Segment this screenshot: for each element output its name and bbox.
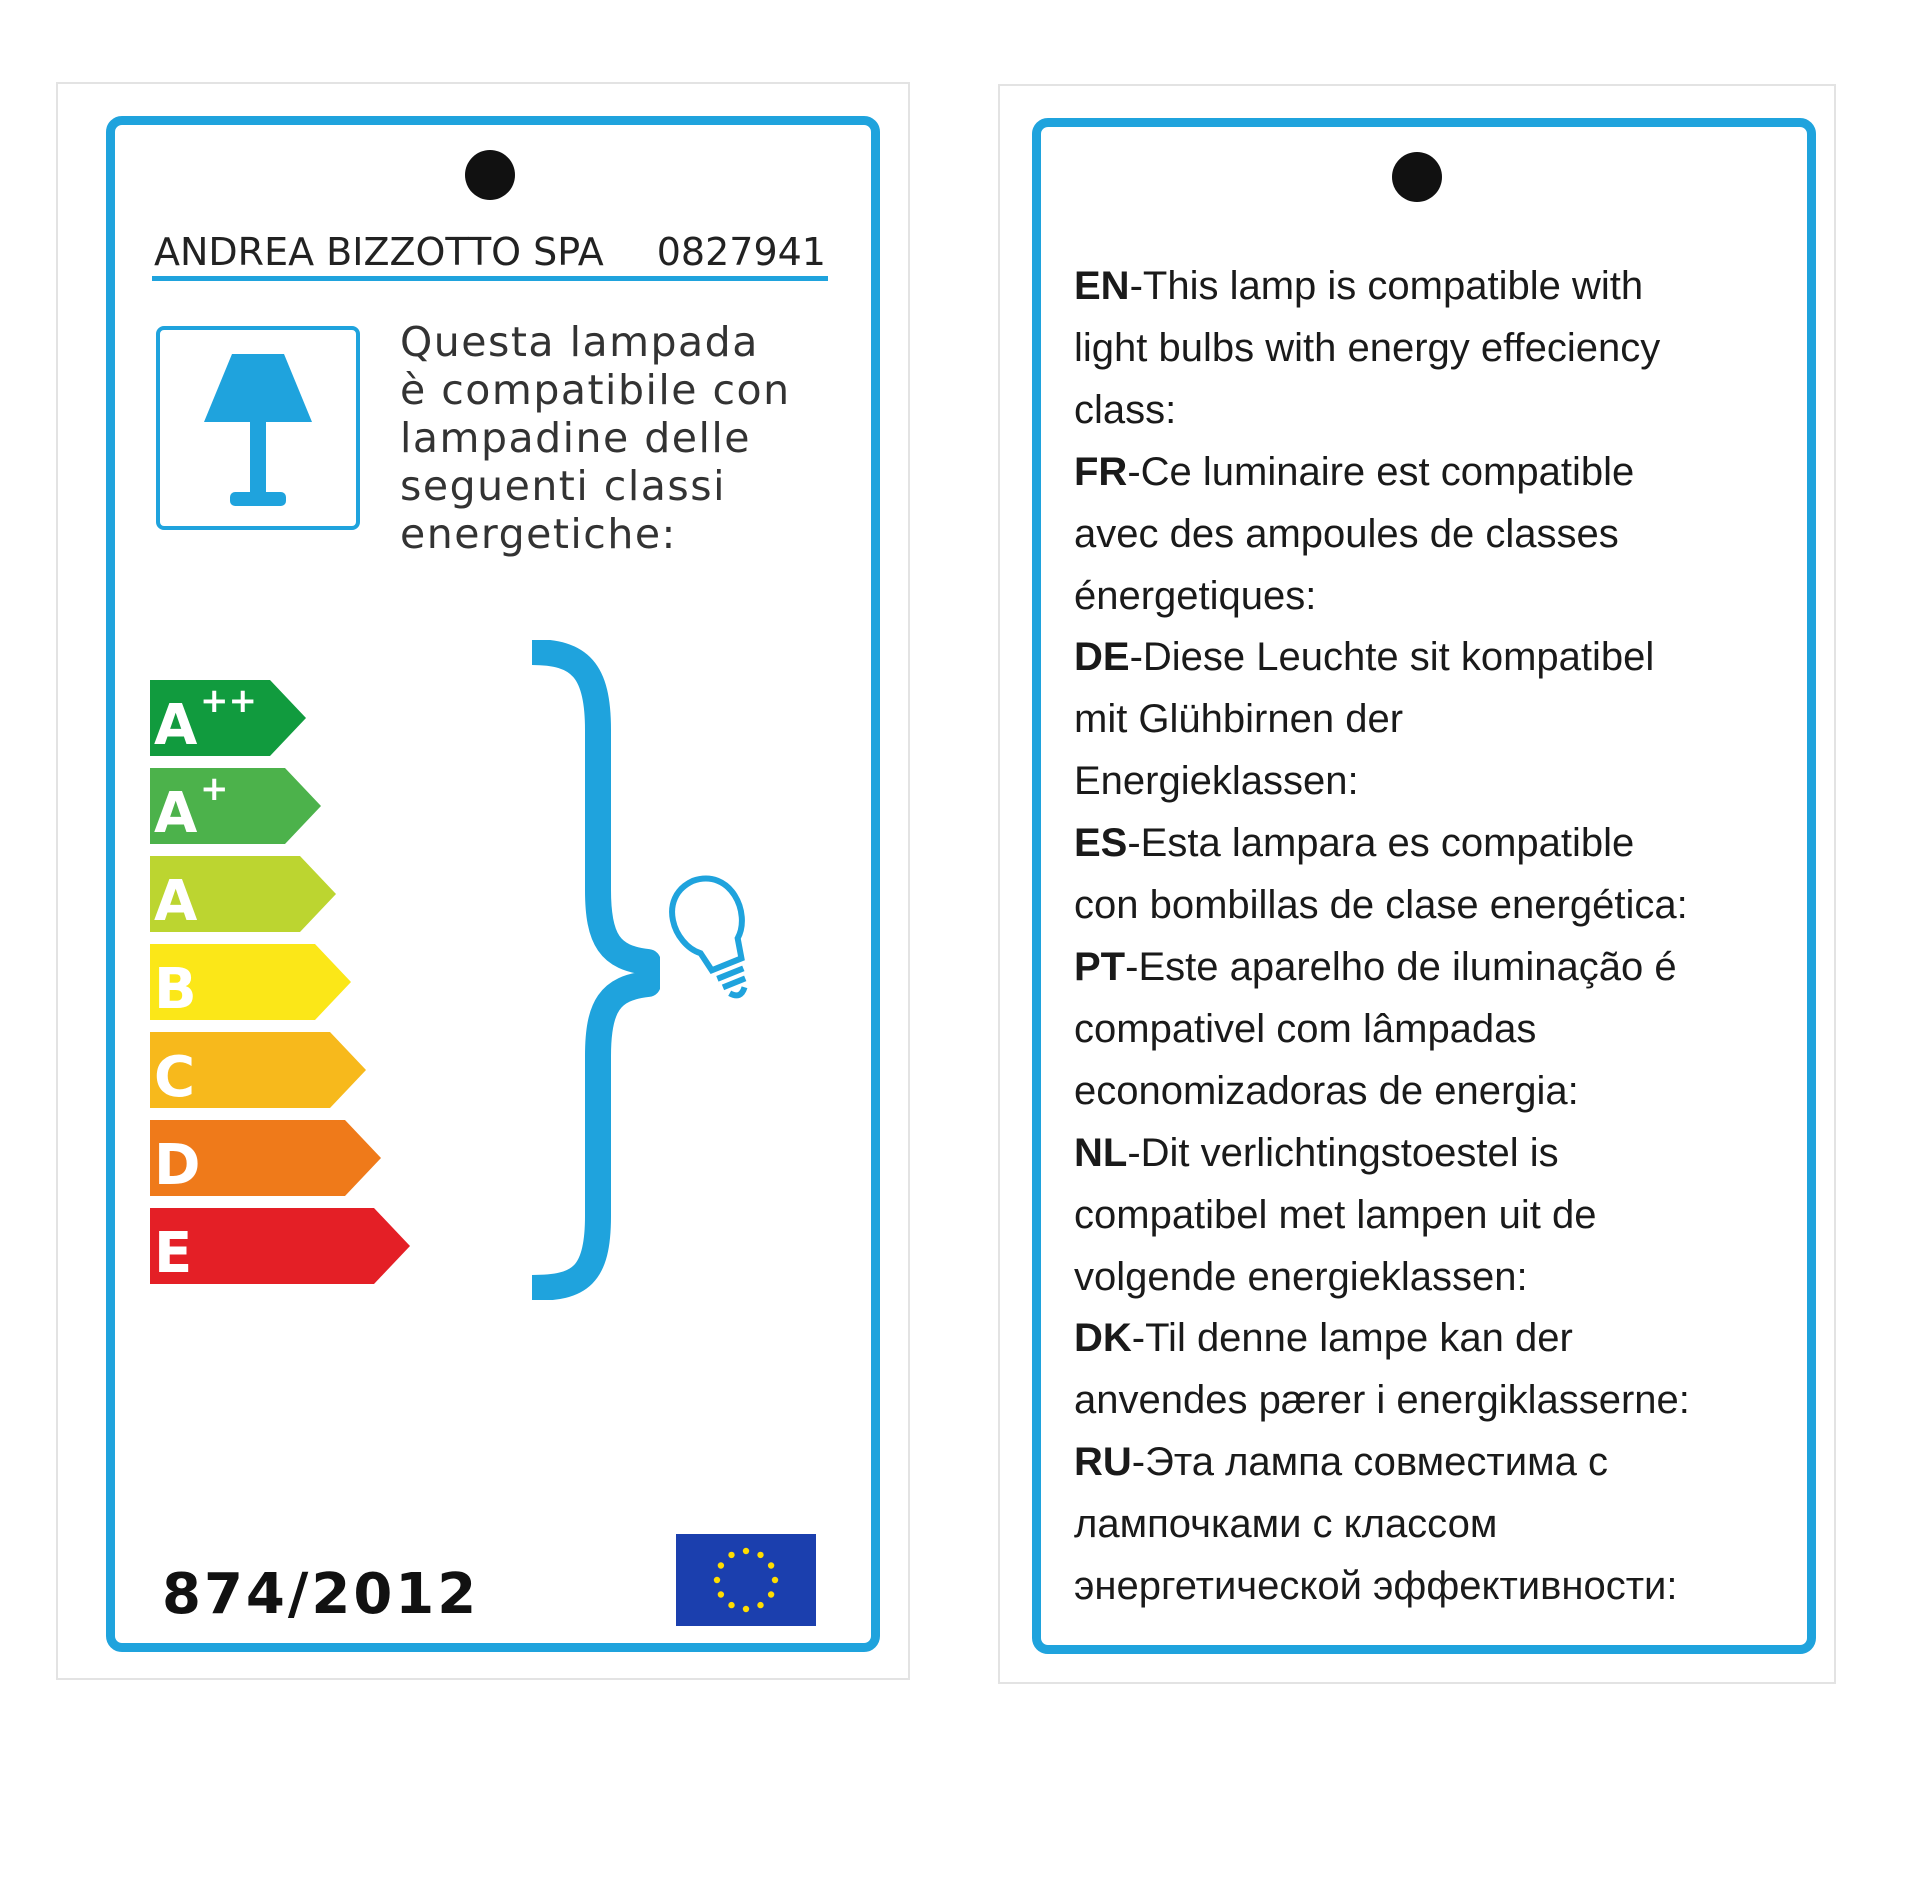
eu-star: [757, 1552, 763, 1558]
text-line: RU-Эта лампа совместима с: [1074, 1440, 1608, 1485]
text-line: anvendes pærer i energiklasserne:: [1074, 1378, 1690, 1423]
text-line: ES-Esta lampara es compatible: [1074, 821, 1635, 866]
text-line: con bombillas de clase energética:: [1074, 883, 1688, 928]
text-line: Energieklassen:: [1074, 759, 1359, 804]
eu-star: [757, 1602, 763, 1608]
right-brace: [520, 640, 660, 1300]
energy-class-c: [150, 1032, 366, 1110]
energy-class-label: A: [154, 781, 198, 846]
italian-line: Questa lampada: [400, 318, 759, 366]
light-bulb-icon: [668, 868, 768, 1018]
energy-class-scale: [150, 640, 450, 1300]
language-code: DK: [1074, 1316, 1132, 1361]
energy-class-a-plus: [150, 768, 321, 846]
text-line: énergetiques:: [1074, 573, 1317, 618]
language-paragraph-nl: [1074, 1123, 1804, 1309]
italian-line: è compatibile con: [400, 366, 791, 414]
eu-star: [743, 1548, 749, 1554]
brand-row: [152, 224, 828, 281]
hang-hole-left: [465, 150, 515, 200]
eu-star: [728, 1552, 734, 1558]
text-line: EN-This lamp is compatible with: [1074, 264, 1644, 308]
energy-class-superscript: ++: [200, 681, 257, 721]
italian-line: energetiche:: [400, 510, 677, 558]
eu-star: [714, 1577, 720, 1583]
multilingual-text: [1074, 256, 1804, 1618]
italian-description: [400, 318, 840, 558]
language-code: ES: [1074, 821, 1128, 866]
lamp-icon-box: [156, 326, 360, 530]
language-paragraph-es: [1074, 813, 1804, 937]
language-code: NL: [1074, 1130, 1128, 1175]
hang-hole-right: [1392, 152, 1442, 202]
text-line: DE-Diese Leuchte sit kompatibel: [1074, 635, 1655, 680]
text-line: compatibel met lampen uit de: [1074, 1192, 1597, 1237]
text-line: compativel com lâmpadas: [1074, 1006, 1537, 1051]
eu-star: [768, 1562, 774, 1568]
text-line: PT-Este aparelho de iluminação é: [1074, 944, 1677, 989]
eu-star: [718, 1562, 724, 1568]
energy-class-label: A: [154, 693, 198, 758]
language-paragraph-de: [1074, 627, 1804, 813]
language-paragraph-dk: [1074, 1308, 1804, 1432]
energy-class-label: C: [154, 1045, 196, 1110]
eu-star: [772, 1577, 778, 1583]
language-code: DE: [1074, 635, 1130, 680]
language-code: FR: [1074, 449, 1128, 494]
energy-class-label: B: [154, 957, 197, 1022]
energy-class-label: E: [154, 1221, 193, 1286]
italian-line: seguenti classi: [400, 462, 726, 510]
energy-class-label: A: [154, 869, 198, 934]
text-line: FR-Ce luminaire est compatible: [1074, 449, 1635, 494]
eu-star: [718, 1591, 724, 1597]
text-line: volgende energieklassen:: [1074, 1254, 1528, 1299]
energy-class-superscript: +: [200, 769, 229, 809]
language-code: RU: [1074, 1440, 1132, 1485]
energy-class-a-plus-plus: [150, 680, 306, 758]
text-line: light bulbs with energy effeciency: [1074, 325, 1661, 370]
text-line: энергетической эффективности:: [1074, 1564, 1678, 1609]
language-paragraph-ru: [1074, 1432, 1804, 1618]
text-line: mit Glühbirnen der: [1074, 697, 1404, 742]
eu-star: [768, 1591, 774, 1597]
language-paragraph-fr: [1074, 442, 1804, 628]
brand-name: ANDREA BIZZOTTO SPA: [154, 230, 604, 274]
product-code: 0827941: [656, 230, 826, 274]
text-line: avec des ampoules de classes: [1074, 511, 1619, 556]
energy-class-d: [150, 1120, 381, 1198]
text-line: economizadoras de energia:: [1074, 1068, 1579, 1113]
energy-class-e: [150, 1208, 410, 1286]
energy-class-label: D: [154, 1133, 201, 1198]
text-line: NL-Dit verlichtingstoestel is: [1074, 1130, 1559, 1175]
language-paragraph-en: [1074, 256, 1804, 442]
energy-class-b: [150, 944, 351, 1022]
text-line: class:: [1074, 387, 1177, 432]
language-paragraph-pt: [1074, 937, 1804, 1123]
eu-flag-icon: [676, 1534, 816, 1626]
energy-class-a: [150, 856, 336, 934]
eu-star: [728, 1602, 734, 1608]
language-code: EN: [1074, 264, 1130, 308]
italian-line: lampadine delle: [400, 414, 752, 462]
text-line: DK-Til denne lampe kan der: [1074, 1316, 1573, 1361]
regulation-number: 874/2012: [162, 1562, 480, 1627]
text-line: лампочками с классом: [1074, 1502, 1498, 1547]
language-code: PT: [1074, 944, 1126, 989]
lamp-icon: [160, 330, 356, 526]
eu-star: [743, 1606, 749, 1612]
